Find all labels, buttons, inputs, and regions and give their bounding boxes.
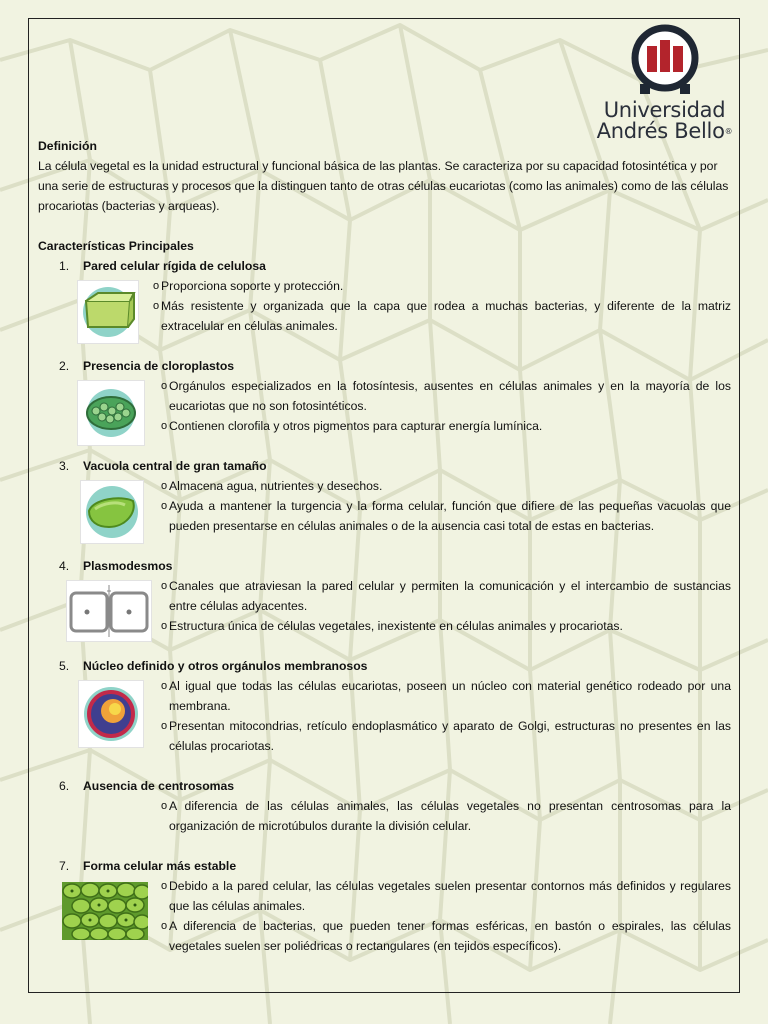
bullet-text: Orgánulos especializados en la fotosíntesis, ausentes en células animales y en la mayoría de los eucariotas que no son fotosintéticos. bbox=[169, 379, 731, 413]
plasmodesmata-icon bbox=[66, 580, 152, 642]
chloroplast-icon bbox=[77, 380, 145, 446]
bullet-text: Presentan mitocondrias, retículo endoplasmático y aparato de Golgi, estructuras no presentes en las células procariotas. bbox=[169, 719, 731, 753]
plant-tissue-icon bbox=[62, 882, 148, 940]
definition-text: La célula vegetal es la unidad estructural y funcional básica de las plantas. Se caracteriza por su capacidad fotosintética y por una serie de estructuras y procesos que la distinguen tanto de otras células eucariotas (como las animales) como de las células procariotas (bacterias y arqueas). bbox=[38, 159, 729, 213]
characteristic-item-6 bbox=[38, 776, 731, 856]
bullet-text: A diferencia de las células animales, las células vegetales no presentan centrosomas para la organización de microtúbulos durante la división celular. bbox=[169, 799, 731, 833]
bullet-text: Almacena agua, nutrientes y desechos. bbox=[169, 479, 383, 493]
item-number: 3. bbox=[59, 459, 70, 473]
item-number: 4. bbox=[59, 559, 70, 573]
characteristic-item-4 bbox=[38, 556, 731, 656]
university-logo bbox=[592, 22, 737, 142]
item-number: 1. bbox=[59, 259, 70, 273]
definition-heading: Definición bbox=[38, 139, 97, 153]
bullet-text: A diferencia de bacterias, que pueden tener formas esféricas, en bastón o espirales, las células vegetales suelen ser poliédricas o rectangulares (en tejidos específicos). bbox=[169, 919, 731, 953]
item-number: 6. bbox=[59, 779, 70, 793]
bullet-text: Estructura única de células vegetales, inexistente en células animales y procariotas. bbox=[169, 619, 623, 633]
bullet-text: Contienen clorofila y otros pigmentos para capturar energía lumínica. bbox=[169, 419, 543, 433]
item-number: 7. bbox=[59, 859, 70, 873]
item-title: Ausencia de centrosomas bbox=[83, 779, 235, 793]
logo-line-2-text: Andrés Bello bbox=[596, 119, 725, 143]
vacuole-icon bbox=[80, 480, 144, 544]
item-title: Plasmodesmos bbox=[83, 559, 173, 573]
characteristic-item-1 bbox=[38, 256, 731, 356]
document-content bbox=[38, 136, 731, 956]
item-title: Forma celular más estable bbox=[83, 859, 237, 873]
item-title: Pared celular rígida de celulosa bbox=[83, 259, 266, 273]
logo-registered-mark: ® bbox=[724, 127, 733, 136]
item-title: Presencia de cloroplastos bbox=[83, 359, 235, 373]
bullet-text: Debido a la pared celular, las células vegetales suelen presentar contornos más definidos y regulares que las células animales. bbox=[169, 879, 731, 913]
cell-wall-icon bbox=[77, 280, 139, 344]
item-number: 5. bbox=[59, 659, 70, 673]
item-title: Vacuola central de gran tamaño bbox=[83, 459, 267, 473]
characteristic-item-7 bbox=[38, 856, 731, 956]
bullet-text: Proporciona soporte y protección. bbox=[161, 279, 344, 293]
characteristic-item-3 bbox=[38, 456, 731, 556]
logo-line-1: Universidad bbox=[603, 98, 726, 122]
bullet-text: Ayuda a mantener la turgencia y la forma celular, función que difiere de las pequeñas vacuolas que pueden presentarse en células animales o de la ausencia casi total de estas en bacterias. bbox=[169, 499, 731, 533]
university-seal-icon bbox=[630, 22, 700, 98]
bullet-text: Al igual que todas las células eucariotas, poseen un núcleo con material genético rodeado por una membrana. bbox=[169, 679, 731, 713]
characteristic-item-5 bbox=[38, 656, 731, 776]
nucleus-icon bbox=[78, 680, 144, 748]
item-title: Núcleo definido y otros orgánulos membranosos bbox=[83, 659, 368, 673]
characteristic-item-2 bbox=[38, 356, 731, 456]
item-number: 2. bbox=[59, 359, 70, 373]
bullet-text: Más resistente y organizada que la capa que rodea a muchas bacterias, y diferente de la matriz extracelular en células animales. bbox=[161, 299, 731, 333]
characteristics-heading: Características Principales bbox=[38, 239, 194, 253]
bullet-text: Canales que atraviesan la pared celular y permiten la comunicación y el intercambio de sustancias entre células adyacentes. bbox=[169, 579, 731, 613]
